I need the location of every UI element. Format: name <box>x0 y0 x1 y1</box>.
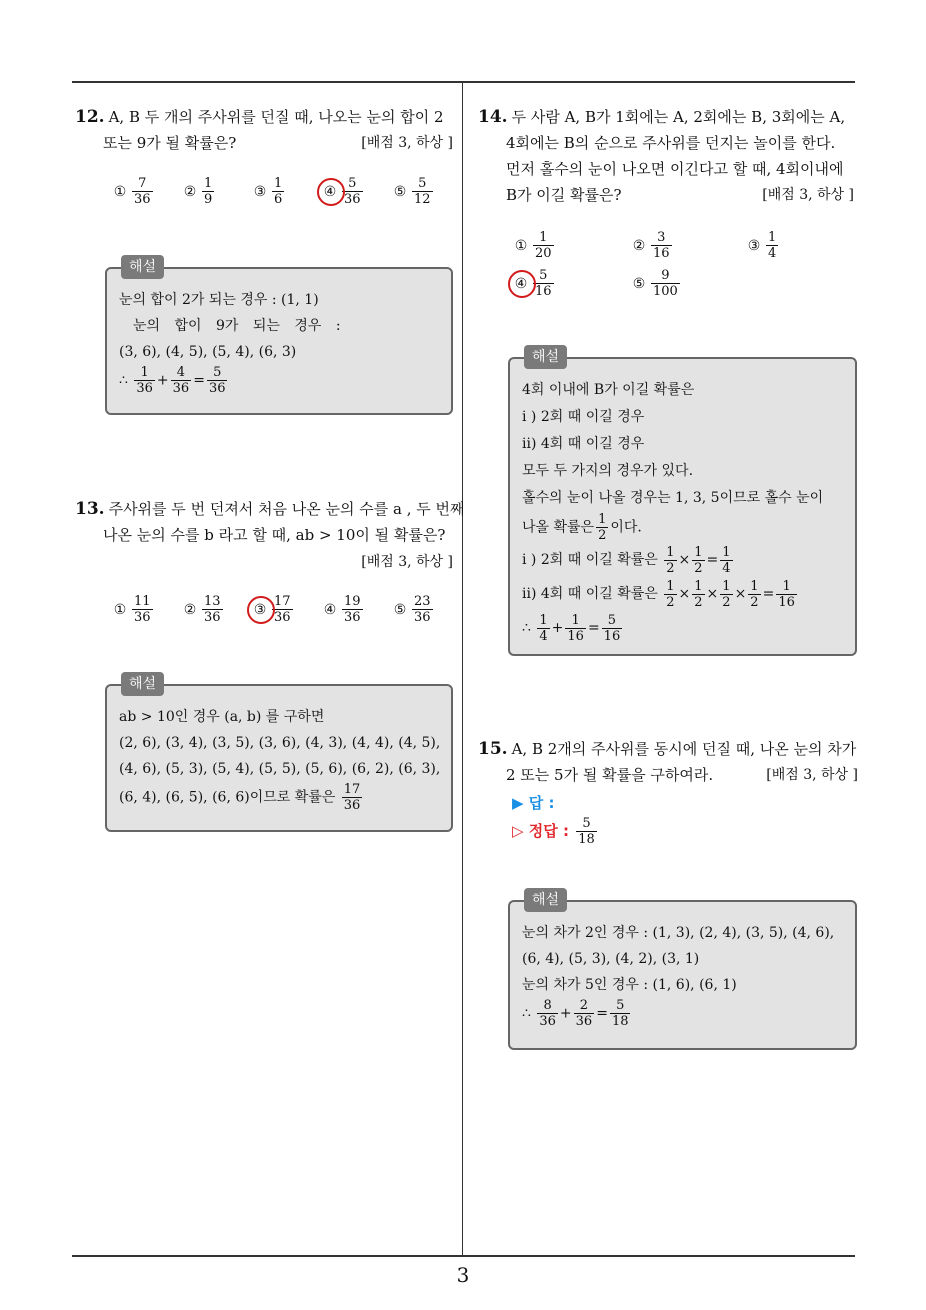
choice-3[interactable] <box>250 176 286 207</box>
solution-box-15 <box>508 892 857 1050</box>
question-text: A, B 두 개의 주사위를 던질 때, 나오는 눈의 합이 2 <box>108 108 444 126</box>
choice-number: ② <box>183 183 197 200</box>
solution-box-13 <box>105 676 453 832</box>
choice-number: ① <box>113 183 127 200</box>
choice-2[interactable] <box>180 594 225 625</box>
choice-number: ② <box>632 237 646 254</box>
fraction: $\frac{5}{12}$ <box>414 176 431 207</box>
correct-answer-line <box>512 816 599 847</box>
solution-equation: ∴ $\frac{8}{36}$ + $\frac{2}{36}$ = $\frac{5}{18}$ <box>522 998 629 1029</box>
solution-line: ii) 4회 때 이길 경우 <box>522 436 645 452</box>
fraction: $\frac{1}{6}$ <box>274 176 283 207</box>
solution-equation: i ) 2회 때 이길 확률은 $\frac{1}{2}$ × $\frac{1}{2}$ = $\frac{1}{4}$ <box>522 544 731 576</box>
solution-tab: 해설 <box>121 672 164 696</box>
solution-line: 눈의 합이 9가 되는 경우 : <box>133 318 341 334</box>
solution-line: 눈의 차가 5인 경우 : (1, 6), (6, 1) <box>522 977 737 993</box>
solution-line: 4회 이내에 B가 이길 확률은 <box>522 382 695 398</box>
fraction: $\frac{1}{20}$ <box>535 230 552 261</box>
solution-line: i ) 2회 때 이길 경우 <box>522 409 645 425</box>
fraction: $\frac{9}{100}$ <box>653 268 678 299</box>
problem-13 <box>75 496 465 575</box>
solution-tab: 해설 <box>524 888 567 912</box>
problem-number: 15. <box>478 739 508 759</box>
question-text: 2 또는 5가 될 확률을 구하여라. <box>506 766 714 784</box>
solution-box-14 <box>508 349 857 656</box>
problem-number: 12. <box>75 107 105 127</box>
question-text: 또는 9가 될 확률은? <box>103 134 237 152</box>
choice-number: ④ <box>323 601 337 618</box>
question-text: 두 사람 A, B가 1회에는 A, 2회에는 B, 3회에는 A, <box>511 108 846 126</box>
score-label: [배점 3, 하상 ] <box>361 135 453 151</box>
solution-line: 모두 두 가지의 경우가 있다. <box>522 463 694 479</box>
choice-number: ⑤ <box>632 275 646 292</box>
page-number: 3 <box>456 1263 470 1287</box>
solution-tab: 해설 <box>121 255 164 279</box>
problem-number: 13. <box>75 499 105 519</box>
answer-input-line[interactable] <box>512 792 554 813</box>
choices-12 <box>110 176 450 216</box>
choice-number: ⑤ <box>393 601 407 618</box>
choice-4[interactable] <box>511 268 556 299</box>
answer-label: ▶ 답 : <box>512 794 555 812</box>
choice-number: ③ <box>747 237 761 254</box>
top-rule <box>72 81 855 83</box>
choice-3[interactable] <box>250 594 295 625</box>
solution-line: 눈의 차가 2인 경우 : (1, 3), (2, 4), (3, 5), (4, 6), <box>522 925 835 941</box>
choice-5[interactable] <box>390 594 435 625</box>
selected-answer-mark: ③ <box>250 602 270 618</box>
fraction: $\frac{1}{4}$ <box>768 230 777 261</box>
fraction: $\frac{5}{18}$ <box>578 816 595 847</box>
question-text: 주사위를 두 번 던져서 처음 나온 눈의 수를 a , 두 번째 <box>108 500 465 518</box>
choice-number: ① <box>113 601 127 618</box>
choice-1[interactable] <box>110 176 155 207</box>
question-text: 4회에는 B의 순으로 주사위를 던지는 놀이를 한다. <box>506 134 836 152</box>
solution-equation: ∴ $\frac{1}{4}$ + $\frac{1}{16}$ = $\frac{5}{16}$ <box>522 612 621 644</box>
choice-4[interactable] <box>320 176 365 207</box>
column-divider <box>462 83 463 1256</box>
question-text: 먼저 홀수의 눈이 나오면 이긴다고 할 때, 4회이내에 <box>506 160 844 178</box>
solution-line: ab > 10인 경우 (a, b) 를 구하면 <box>119 709 325 725</box>
question-text: 나온 눈의 수를 b 라고 할 때, ab > 10이 될 확률은? <box>103 526 446 544</box>
fraction: $\frac{17}{36}$ <box>274 594 291 625</box>
choice-number: ⑤ <box>393 183 407 200</box>
choices-14 <box>511 230 851 310</box>
fraction: $\frac{19}{36}$ <box>344 594 361 625</box>
fraction: $\frac{5}{16}$ <box>535 268 552 299</box>
choice-3[interactable] <box>744 230 780 261</box>
correct-answer-label: ▷ 정답 : <box>512 822 569 840</box>
solution-line: 나올 확률은 $\frac{1}{2}$ 이다. <box>522 512 642 543</box>
question-text: B가 이길 확률은? <box>506 186 622 204</box>
question-text: A, B 2개의 주사위를 동시에 던질 때, 나온 눈의 차가 <box>511 740 857 758</box>
choice-number: ① <box>514 237 528 254</box>
fraction: $\frac{13}{36}$ <box>204 594 221 625</box>
selected-answer-mark: ④ <box>320 184 340 200</box>
choice-5[interactable] <box>629 268 682 299</box>
choice-1[interactable] <box>110 594 155 625</box>
problem-12 <box>75 104 453 156</box>
score-label: [배점 3, 하상 ] <box>766 767 858 783</box>
problem-number: 14. <box>478 107 508 127</box>
fraction: $\frac{3}{16}$ <box>653 230 670 261</box>
choice-5[interactable] <box>390 176 435 207</box>
fraction: $\frac{11}{36}$ <box>134 594 151 625</box>
solution-equation: ∴ $\frac{1}{36}$ + $\frac{4}{36}$ = $\frac{5}{36}$ <box>119 365 226 396</box>
solution-equation: (6, 4), (6, 5), (6, 6)이므로 확률은 $\frac{17}{36}$ <box>119 782 361 813</box>
solution-box-12 <box>105 259 453 415</box>
problem-14 <box>478 104 860 208</box>
problem-15 <box>478 736 860 788</box>
bottom-rule <box>72 1255 855 1257</box>
solution-line: 홀수의 눈이 나올 경우는 1, 3, 5이므로 홀수 눈이 <box>522 490 824 506</box>
fraction: $\frac{7}{36}$ <box>134 176 151 207</box>
choice-2[interactable] <box>629 230 674 261</box>
score-label: [배점 3, 하상 ] <box>762 187 854 203</box>
fraction: $\frac{5}{36}$ <box>344 176 361 207</box>
score-label: [배점 3, 하상 ] <box>361 554 453 570</box>
fraction: $\frac{23}{36}$ <box>414 594 431 625</box>
selected-answer-mark: ④ <box>511 276 531 292</box>
solution-line: (2, 6), (3, 4), (3, 5), (3, 6), (4, 3), (4, 4), (4, 5), <box>119 735 441 751</box>
solution-equation: ii) 4회 때 이길 확률은 $\frac{1}{2}$ × $\frac{1}{2}$ × $\frac{1}{2}$ × $\frac{1}{2}$ = $\frac{1}{16}$ <box>522 578 795 610</box>
choice-4[interactable] <box>320 594 365 625</box>
solution-line: (4, 6), (5, 3), (5, 4), (5, 5), (5, 6), (6, 2), (6, 3), <box>119 761 441 777</box>
choices-13 <box>110 594 450 634</box>
choice-1[interactable] <box>511 230 556 261</box>
solution-line: (6, 4), (5, 3), (4, 2), (3, 1) <box>522 951 700 967</box>
choice-number: ② <box>183 601 197 618</box>
solution-line: (3, 6), (4, 5), (5, 4), (6, 3) <box>119 344 297 360</box>
fraction: $\frac{1}{9}$ <box>204 176 213 207</box>
solution-tab: 해설 <box>524 345 567 369</box>
solution-line: 눈의 합이 2가 되는 경우 : (1, 1) <box>119 292 319 308</box>
choice-number: ③ <box>253 183 267 200</box>
choice-2[interactable] <box>180 176 216 207</box>
